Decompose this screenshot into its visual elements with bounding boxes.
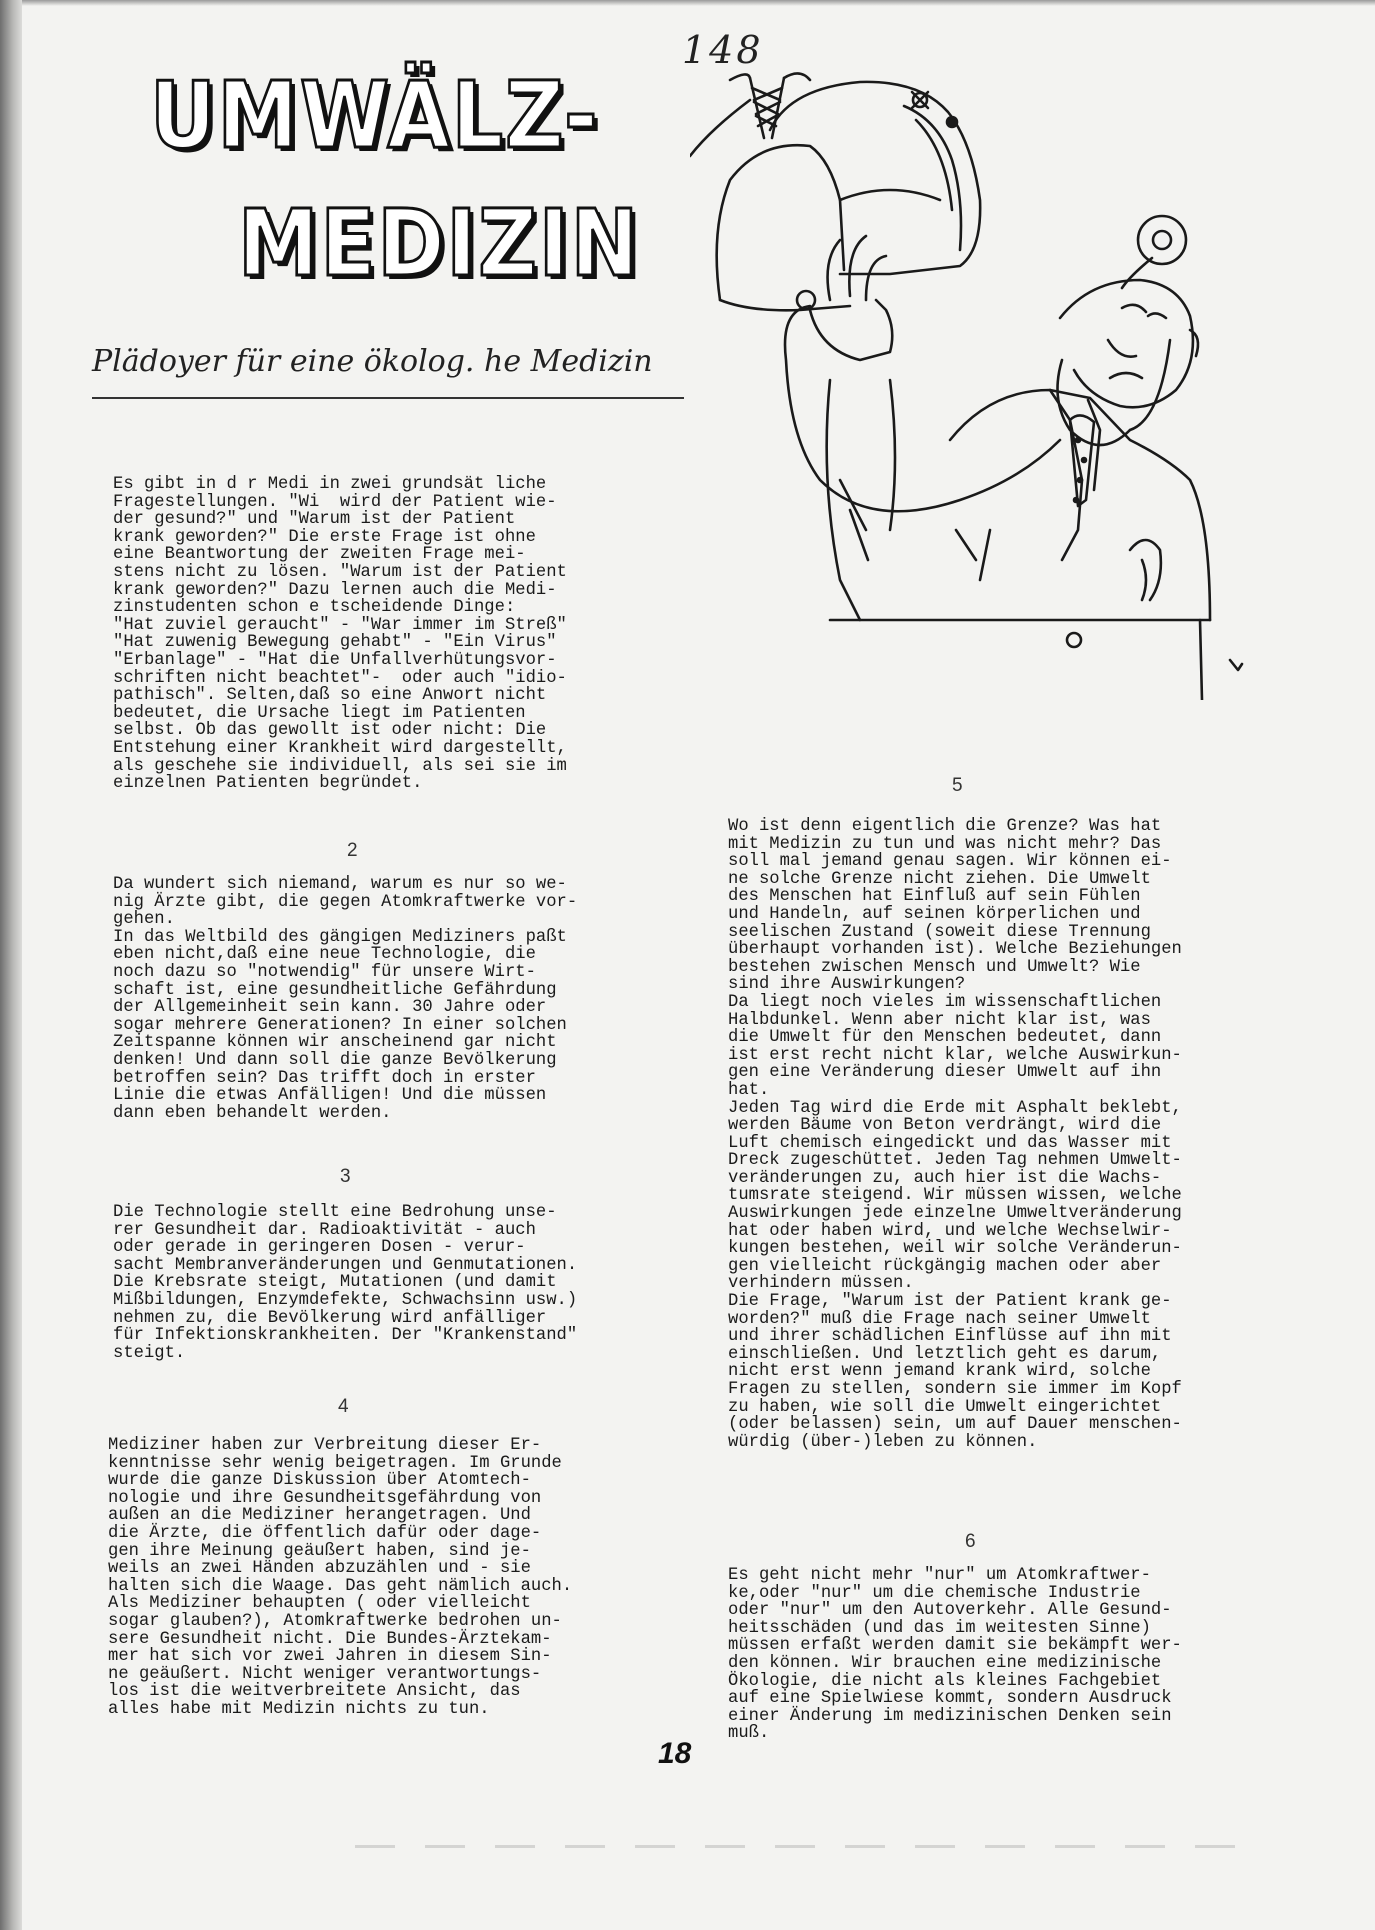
handwritten-page-number: 148 (682, 28, 764, 72)
handwritten-subtitle: Plädoyer für eine ökolog. he Medizin (92, 344, 653, 379)
section-4-number: 4 (338, 1396, 349, 1417)
headline-line-2: MEDIZIN (238, 190, 641, 297)
doctor-cartoon-illustration (690, 60, 1250, 700)
section-4-text: Mediziner haben zur Verbreitung dieser Er- kenntnisse sehr wenig beigetragen. Im Grunde wurde die ganze Diskussion über Atomtech- nologie und ihre Gesundheitsgefährdung von außen an die Mediziner herangetragen. Und die Ärzte, die öffentlich dafür oder dage- gen ihre Meinung geäußert haben, sind je- weils an zwei Händen abzuzählen und - sie halten sich die Waage. Das geht nämlich auch. Als Mediziner behaupten ( oder vielleicht sogar glauben?), Atomkraftwerke bedrohen un- sere Gesundheit nicht. Die Bundes-Ärztekam- mer hat sich vor zwei Jahren in diesem Sin- ne geäußert. Nicht weniger verantwortungs- los ist die weitverbreitete Ansicht, das alles habe mit Medizin nichts zu tun. (108, 1436, 573, 1719)
section-6-text: Es geht nicht mehr "nur" um Atomkraftwer- ke,oder "nur" um die chemische Industrie oder "nur" um den Autoverkehr. Alle Gesund- heitsschäden (und das im weitesten Sinne) müssen erfaßt werden damit sie bekämpft wer- den können. Wir brauchen eine medizinische Ökologie, die nicht als kleines Fachgebiet auf eine Spielwiese kommt, sondern Ausdruck einer Änderung im medizinischen Denken sein muß. (728, 1566, 1182, 1744)
section-2-number: 2 (347, 840, 358, 861)
section-5-number: 5 (952, 775, 963, 796)
section-2-text: Da wundert sich niemand, warum es nur so we- nig Ärzte gibt, die gegen Atomkraftwerke vor- gehen. In das Weltbild des gängigen Mediziners paßt eben nicht,daß eine neue Technologie, die noch dazu so "notwendig" für unsere Wirt- schaft ist, eine gesundheitliche Gefährdung der Allgemeinheit sein kann. 30 Jahre oder sogar mehrere Generationen? In einer solchen Zeitspanne können wir anscheinend gar nicht denken! Und dann soll die ganze Bevölkerung betroffen sein? Das trifft doch in erster Linie die etwas Anfälligen! Und die müssen dann eben behandelt werden. (113, 875, 578, 1123)
bleed-through-text (355, 1845, 1255, 1848)
page-number: 18 (658, 1737, 692, 1770)
artist-signature (1230, 660, 1242, 670)
doctor-coat-icon (830, 390, 1210, 700)
section-5-text: Wo ist denn eigentlich die Grenze? Was hat mit Medizin zu tun und was nicht mehr? Das soll mal jemand genau sagen. Wir können ei- ne solche Grenze nicht ziehen. Die Umwelt des Menschen hat Einfluß auf sein Fühlen und Handeln, auf seinen körperlichen und seelischen Zustand (soweit diese Trennung überhaupt vorhanden ist). Welche Beziehungen bestehen zwischen Mensch und Umwelt? Wie sind ihre Auswirkungen? Da liegt noch vieles im wissenschaftlichen Halbdunkel. Wenn aber nicht klar ist, was die Umwelt für den Menschen bedeutet, dann ist erst recht nicht klar, welche Auswirkun- gen eine Veränderung dieser Umwelt auf ihn hat. Jeden Tag wird die Erde mit Asphalt beklebt, werden Bäume von Beton verdrängt, wird die Luft chemisch eingedickt und das Wasser mit Dreck zugeschüttet. Jeden Tag nehmen Umwelt- veränderungen zu, auch hier ist die Wachs- tumsrate steigend. Wir müssen wissen, welche Auswirkungen jede einzelne Umweltveränderung hat oder haben wird, und welche Wechselwir- kungen bestehen, weil wir solche Veränderun- gen vielleicht rückgängig machen oder aber verhindern müssen. Die Frage, "Warum ist der Patient krank ge- worden?" muß die Frage nach seiner Umwelt und ihrer schädlichen Einflüsse auf ihn mit einschließen. Und letztlich geht es darum, nicht erst wenn jemand krank wird, solche Fragen zu stellen, sondern sie immer im Kopf zu haben, wie soll die Umwelt eingerichtet (oder belassen) sein, um auf Dauer menschen- würdig (über-)leben zu können. (728, 817, 1182, 1452)
doctor-hand-icon (810, 236, 895, 620)
doctor-head-icon (1060, 216, 1198, 407)
section-1-text: Es gibt in d r Medi in zwei grundsät liche Fragestellungen. "Wi wird der Patient wie- der gesund?" und "Warum ist der Patient krank geworden?" Die erste Frage ist ohne eine Beantwortung der zweiten Frage mei- stens nicht zu lösen. "Warum ist der Patient krank geworden?" Dazu lernen auch die Medi- zinstudenten schon e tscheidende Dinge: "Hat zuviel geraucht" - "War immer im Streß" "Hat zuwenig Bewegung gehabt" - "Ein Virus" "Erbanlage" - "Hat die Unfallverhütungsvor- schriften nicht beachtet"- oder auch "idio- pathisch". Selten,daß so eine Anwort nicht bedeutet, die Ursache liegt im Patienten selbst. Ob das gewollt ist oder nicht: Die Entstehung einer Krankheit wird dargestellt, als geschehe sie individuell, als sei sie im einzelnen Patienten begründet. (113, 475, 567, 794)
scanner-edge (0, 0, 22, 1930)
section-3-text: Die Technologie stellt eine Bedrohung unse- rer Gesundheit dar. Radioaktivität - auch oder gerade in geringeren Dosen - verur- sacht Membranveränderungen und Genmutationen. Die Krebsrate steigt, Mutationen (und damit Mißbildungen, Enzymdefekte, Schwachsinn usw.) nehmen zu, die Bevölkerung wird anfälliger für Infektionskrankheiten. Der "Krankenstand" steigt. (113, 1203, 578, 1363)
stethoscope-icon (785, 291, 1170, 511)
section-3-number: 3 (340, 1166, 351, 1187)
top-shadow (22, 0, 1375, 6)
section-6-number: 6 (965, 1531, 976, 1552)
tower-icon (690, 73, 810, 156)
headline-line-1: UMWÄLZ- (150, 62, 600, 169)
subtitle-underline (92, 397, 684, 399)
